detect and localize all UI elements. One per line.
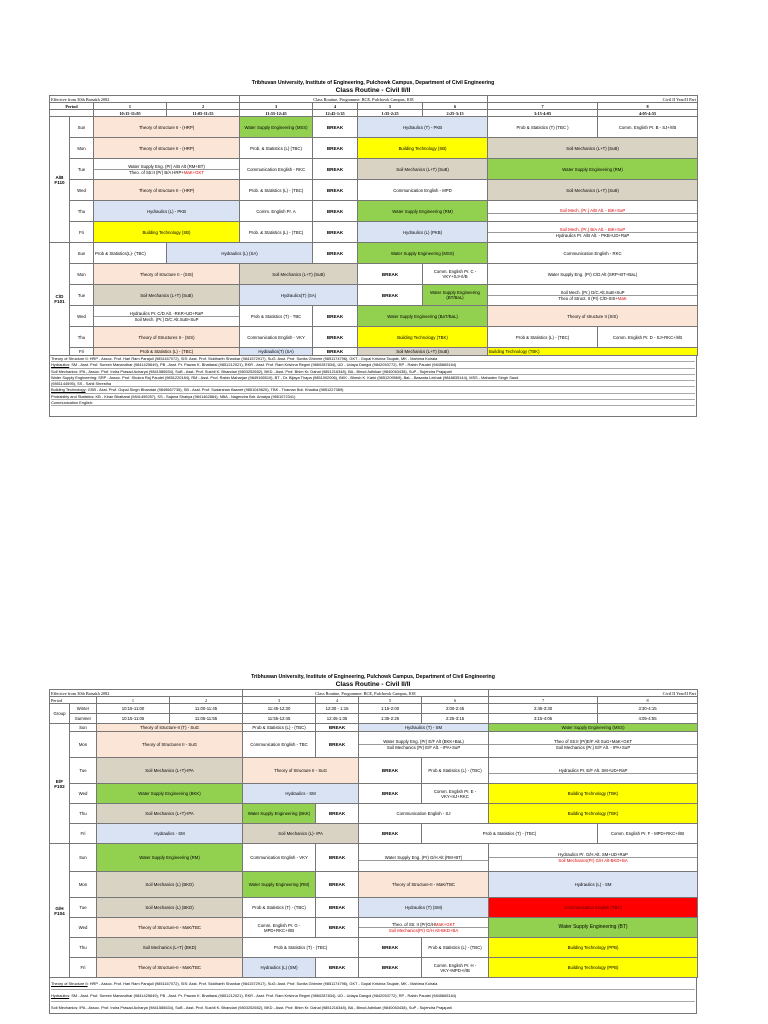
class-cell: Communication English - RKC bbox=[488, 243, 698, 264]
split-cell bbox=[488, 285, 698, 306]
class-cell: Prob & Statistics (T) - (TBC) bbox=[243, 898, 316, 918]
period-num: 4 bbox=[316, 697, 359, 704]
break-cell: BREAK bbox=[316, 844, 359, 872]
period-time: 11:05-11:55 bbox=[170, 714, 243, 724]
legend-line: (9851144595), SS - Sahil Shrestha bbox=[51, 381, 695, 387]
day-label: Tue bbox=[70, 898, 97, 918]
legend-line: Theory of Structure II: HRP - Assoc. Prof. Hari Ram Parajuli (9851167072), SIS: Asst. Prof. Siddharth Shankar (9841572917), SuG: Asst. Prof. Sunita Ghimire (9851174796), GKT - Gopal Krishna Taujale, MK - Mahima Koirala bbox=[51, 356, 695, 362]
day-label: Thu bbox=[70, 201, 94, 222]
class-cell: Hydraulics (L) - PKB bbox=[94, 201, 240, 222]
period-num: 5 bbox=[359, 697, 422, 704]
empty-cell bbox=[488, 213, 697, 214]
period-time: 12:30 - 1:15 bbox=[316, 704, 359, 714]
routine-2-title: Class Routine - Civil II/II bbox=[335, 681, 411, 688]
class-cell: Water Supply Engineering (MSS) bbox=[489, 724, 698, 732]
class-cell: Building Technology (TBK) bbox=[489, 784, 698, 804]
year-part-label: Civil II Year/II Part bbox=[488, 96, 698, 103]
period-time: 4:05-4:55 bbox=[598, 714, 698, 724]
legend-line: Soil Mechanics: IPA - Assoc. Prof. Indra Prasad Acharya (9841585634), SuB - Asst. Prof. Sushil K. Bhandari (9803252652), BKD - Asst. Prof. Bhim Kr. Dahal (9851216348), BA - Binod Adhikari (9840063438), SuP - Sujendra Prajapati bbox=[51, 369, 695, 375]
class-cell: Theory of structure II - (SIS) bbox=[94, 264, 240, 285]
period-time: 1:35-2:25 bbox=[358, 110, 423, 117]
break-cell: BREAK bbox=[313, 180, 358, 201]
class-cell: Water Supply Engineering (BKK) bbox=[243, 804, 316, 824]
class-cell: Prob & Statistics (T) (TBC ) bbox=[488, 117, 598, 138]
period-time: 1:15-2:00 bbox=[359, 704, 422, 714]
split-cell bbox=[489, 758, 698, 784]
day-label: Tue bbox=[70, 285, 94, 306]
class-cell: Soil Mechanics (L)- IPA bbox=[243, 824, 359, 844]
class-cell: Prob & Statistics (T) - (TBC) bbox=[422, 824, 598, 844]
split-cell bbox=[94, 159, 240, 180]
period-num: 2 bbox=[170, 697, 243, 704]
routine-2-table bbox=[49, 689, 698, 978]
legend-line: Hydraulics: SM - Asst. Prof. Suresh Manandhar (9841425649), PB - Asst. Pr. Pawan K. Bhattarai (9851212021), RKR - Asst. Prof. Ram Krishna Regmi (9860287834), UD - Udaya Dangol (9842053772), RP - Rabin Paudel (9845865164) bbox=[51, 362, 695, 368]
class-cell: Soil Mechanics (Pr.) E/F Alt. - IPA+SuP bbox=[489, 744, 697, 750]
class-cell: Water Supply Engineering (RM) bbox=[243, 872, 316, 898]
class-cell: Hydraulics (L) (SA) bbox=[167, 243, 313, 264]
period-time: 11:05-11:55 bbox=[167, 110, 240, 117]
legend-line: Theory of Structure II: HRP - Assoc. Prof. Hari Ram Parajuli (9851167072), SIS: Asst. Prof. Siddharth Shankar (9841572917), SuG: Asst. Prof. Sunita Ghimire (9851174796), GKT - Gopal Krishna Taujale, MK - Mahima Koirala bbox=[51, 978, 695, 990]
empty-cell bbox=[359, 860, 488, 861]
class-cell: Water Supply Engineering (BKK) bbox=[97, 784, 243, 804]
routine-1-heading: Tribhuvan University, Institute of Engineering, Pulchowk Campus, Department of Civil Engineering bbox=[251, 80, 495, 86]
class-cell: Prob & Statistics(L)- (TBC) bbox=[94, 243, 167, 264]
day-label: Thu bbox=[70, 327, 94, 348]
period-time: 3:15-4:05 bbox=[489, 714, 598, 724]
period-time: 4:05-4:55 bbox=[598, 110, 698, 117]
class-cell: Prob & Statistics (L) - (TBC) bbox=[488, 327, 598, 348]
group-label-cd: C/D F101 bbox=[50, 243, 70, 356]
break-cell: BREAK bbox=[359, 758, 422, 784]
class-cell: Theory of Structure-II - MaK/TBC bbox=[97, 958, 243, 978]
class-cell: Hydraulics Pr. G/H Alt. SM+UD+RaP bbox=[558, 852, 628, 857]
period-time: 3:30-4:15 bbox=[598, 704, 698, 714]
empty-cell bbox=[50, 110, 94, 117]
day-label: Sun bbox=[70, 724, 97, 732]
day-label: Sun bbox=[70, 117, 94, 138]
day-label: Wed bbox=[70, 306, 94, 327]
period-num: 5 bbox=[358, 103, 423, 110]
break-cell: BREAK bbox=[316, 918, 359, 938]
break-cell: BREAK bbox=[316, 732, 359, 758]
day-label: Sun bbox=[70, 243, 94, 264]
class-cell: Soil Mechanics (L+T) (SuB) bbox=[488, 138, 698, 159]
class-cell: Soil Mechanics (L+T)-IPA bbox=[97, 804, 243, 824]
class-cell: Communication English - MPD bbox=[358, 180, 488, 201]
class-cell: Building Technology (TBK) bbox=[489, 804, 698, 824]
class-cell: Soil Mechanics (L+T) (SuB) bbox=[488, 180, 698, 201]
period-time: 1:35-2:25 bbox=[359, 714, 422, 724]
day-label: Sun bbox=[70, 844, 97, 872]
period-label: Period bbox=[50, 697, 97, 704]
class-cell: Prob. & Statistics (L) - (TBC) bbox=[240, 222, 313, 243]
teacher-legend bbox=[49, 978, 697, 1014]
class-cell: Water Supply Engineering (MSS) bbox=[240, 117, 313, 138]
day-label: Fri bbox=[70, 824, 97, 844]
class-cell: Soil Mech. (Pr.) B/A Alt. - BiK+SuP bbox=[559, 226, 626, 232]
split-cell bbox=[359, 732, 489, 758]
class-cell: Water Supply Engineering (RM) bbox=[358, 201, 488, 222]
class-cell: Communication English - RKC bbox=[240, 159, 313, 180]
class-cell: Water Supply Eng. (Pr) C/D Alt (SRP+BT+BaL) bbox=[488, 264, 698, 285]
break-cell: BREAK bbox=[313, 306, 358, 327]
year-part-label: Civil II Year/II Part bbox=[489, 690, 698, 697]
class-cell: Prob & Statistics (T) - TBC bbox=[240, 306, 313, 327]
legend-line: Building Technology: GSB - Asst. Prof. Gopal Singh Bhandari (9849667735), SB - Asst. Prof. Sudarshan Basnet (9851049620), TBK - Thaman Bdr. Khadka (9851227389) bbox=[51, 387, 695, 393]
class-cell: Hydraulics Pr. C/D Alt. -RKR+UD+RaP bbox=[129, 310, 204, 316]
class-cell: Water Supply Engineering (BT/BaL) bbox=[423, 285, 488, 306]
routine-1-title: Class Routine - Civil II/II bbox=[335, 87, 411, 94]
routine-2-heading: Tribhuwan University, Institute of Engineering, Pulchowk Campus, Department of Civil Engineering bbox=[251, 674, 495, 680]
period-time: 11:55-12:45 bbox=[243, 714, 316, 724]
class-cell: Soil Mechanics (L+T) (SuB) bbox=[358, 159, 488, 180]
period-time: 12:45-1:35 bbox=[316, 714, 359, 724]
break-cell: BREAK bbox=[316, 958, 359, 978]
class-cell: Theory of Structures II - (SIS) bbox=[94, 327, 240, 348]
class-cell: Communication English - VKY bbox=[240, 327, 313, 348]
break-cell: BREAK bbox=[316, 724, 359, 732]
period-time: 11:55-12:45 bbox=[240, 110, 313, 117]
class-cell: Soil Mechanics (L+T)-IPA bbox=[97, 758, 243, 784]
group-label-gh: G/H F104 bbox=[50, 844, 70, 978]
class-cell: Theory of structure II - (HRP) bbox=[94, 180, 240, 201]
class-cell: Soil Mech. (Pr.) D/C Alt.SuB+SuP bbox=[560, 289, 625, 295]
class-cell: Soil Mechanics (L+T) (SuB) bbox=[94, 285, 240, 306]
class-cell: Theory of Structure-II - MaK/TBC bbox=[359, 872, 489, 898]
routine-sheet-1 bbox=[49, 80, 697, 417]
class-cell: Hydraulics Pr. E/F Alt. SM+UD+RaP bbox=[558, 767, 628, 773]
class-cell: Building Technology (SB) bbox=[358, 138, 488, 159]
class-cell: Soil Mechanics (L+T) (BKD) bbox=[97, 938, 243, 958]
class-cell: Hydraulics (L) (SM) bbox=[243, 958, 316, 978]
split-cell bbox=[489, 732, 698, 758]
break-cell: BREAK bbox=[359, 824, 422, 844]
class-cell: Communication English - SJ bbox=[359, 804, 489, 824]
day-label: Fri bbox=[70, 222, 94, 243]
class-cell: Comm. English Pr. G - MPD+RKC+I/IB bbox=[243, 918, 316, 938]
day-label: Wed bbox=[70, 784, 97, 804]
break-cell: BREAK bbox=[313, 159, 358, 180]
class-cell: Building Technology (SB) bbox=[94, 222, 240, 243]
class-cell: Communication English - TBC bbox=[243, 732, 316, 758]
break-cell: BREAK bbox=[358, 264, 423, 285]
split-cell bbox=[488, 222, 698, 243]
break-cell: BREAK bbox=[313, 243, 358, 264]
routine-1-table bbox=[49, 95, 698, 356]
day-label: Tue bbox=[70, 758, 97, 784]
break-cell: BREAK bbox=[313, 138, 358, 159]
class-cell: Soil Mechanics(Pr) G/H Alt-BKD+BA bbox=[489, 857, 697, 863]
day-label: Mon bbox=[70, 872, 97, 898]
split-cell bbox=[94, 306, 240, 327]
period-time: 11:00-11:45 bbox=[170, 704, 243, 714]
class-cell: Hydraulics (T) - SM bbox=[359, 724, 489, 732]
class-cell: Theory of structure-II (T) - SuG bbox=[97, 724, 243, 732]
legend-line: Probability and Statistics: KB - Kiran Bhattarai (9841499257), SS - Sajana Shakya (9841462884), NBA - Nagendra Bdr. Amatya (9851072341) bbox=[51, 394, 695, 400]
period-time: 2:25-3:15 bbox=[423, 110, 488, 117]
class-cell: Prob & Statistics (L) - (TBC) bbox=[94, 348, 240, 356]
class-cell: Prob & Statistics (T) - (TBC) bbox=[243, 938, 359, 958]
class-cell: Building Technology (PPB) bbox=[489, 958, 698, 978]
class-cell: Soil Mechanics (L) (BKD) bbox=[97, 898, 243, 918]
class-cell: Theo of Struct. II (Pr) C/D-SIS+ MaK bbox=[488, 295, 697, 301]
break-cell: BREAK bbox=[313, 117, 358, 138]
class-cell: Hydraulics(T) (SA) bbox=[240, 285, 358, 306]
group-label-ef: E/F F102 bbox=[50, 724, 70, 844]
programme-label: Class Routine, Programme: BCE, Pulchowk Campus, IOE bbox=[240, 96, 488, 103]
period-time: 2:45-3:30 bbox=[489, 704, 598, 714]
class-cell: Hydraulics (L) - SM bbox=[489, 872, 698, 898]
class-cell: Comm. English Pr. D - SJ+RKC+/I/B bbox=[598, 327, 698, 348]
class-cell: Water Supply Engineering (BaT/BaL) bbox=[358, 306, 488, 327]
effective-date: Effective from 30th Baisakh 2082 bbox=[50, 690, 243, 697]
day-label: Thu bbox=[70, 804, 97, 824]
class-cell: Soil Mechanics (L+T) (SuB) bbox=[240, 264, 358, 285]
class-cell: Prob & Statistics (L) - (TBC) bbox=[422, 758, 489, 784]
day-label: Thu bbox=[70, 938, 97, 958]
class-cell: Hydraulics (L) (PKB) bbox=[358, 222, 488, 243]
class-cell: Communication English - VKY bbox=[243, 844, 316, 872]
period-num: 6 bbox=[423, 103, 488, 110]
split-cell bbox=[359, 844, 489, 872]
class-cell: Soil Mech. (Pr.) D/C Alt.SuB+SuP bbox=[94, 316, 239, 322]
class-cell: Soil Mechanics (Pr) E/F Alt. - IPA+SuP bbox=[359, 744, 488, 750]
class-cell: Theory of structure II - (HRP) bbox=[94, 138, 240, 159]
class-cell: Building Technology (TBK) bbox=[488, 348, 698, 356]
season-label: Summer bbox=[70, 714, 97, 724]
class-cell: Comm. English Pr. C - VKY+SJ+/I/B bbox=[423, 264, 488, 285]
class-cell: Water Supply Eng. (Pr) A/B Alt (RM+BT) bbox=[128, 163, 205, 169]
legend-line: Water Supply Engineering: SRP - Assoc. Prof. Shukra Raj Paudel (9851220184), RM - Asst. Prof. Rabin Maharjan (9849165510), BT - Dr. Bijaya Thapa (9851002006), BKK - Bhesh K. Karki (9851209569), BaL - Basanta Lekhak (9848835144), MSS - Mahadev Singh Saud bbox=[51, 375, 695, 381]
class-cell: Hydraulics - SM bbox=[97, 824, 243, 844]
empty-cell bbox=[489, 773, 697, 774]
period-time: 10:15-11:00 bbox=[97, 704, 170, 714]
class-cell: Hydraulics (T) - PKB bbox=[358, 117, 488, 138]
class-cell: Prob. & Statistics (L) (TBC) bbox=[240, 138, 313, 159]
group-label-ab: A/B F110 bbox=[50, 117, 70, 243]
period-num: 1 bbox=[97, 697, 170, 704]
period-num: 7 bbox=[488, 103, 598, 110]
period-time: 12:45-1:35 bbox=[313, 110, 358, 117]
class-cell: Hydraulics Pr. A/B Alt. - PKB+UD+RaP bbox=[488, 232, 697, 238]
routine-sheet-2 bbox=[49, 674, 697, 1014]
period-num: 8 bbox=[598, 697, 698, 704]
class-cell: Theo. of Str.II (Pr) B/A HRP+ MaK+GKT bbox=[94, 169, 239, 175]
class-cell: Communication English (TBC) bbox=[489, 898, 698, 918]
period-num: 1 bbox=[94, 103, 167, 110]
effective-date: Effective from 30th Baisakh 2082 bbox=[50, 96, 240, 103]
class-cell: Prob & Statistics (L) - (TBC) bbox=[422, 938, 489, 958]
class-cell: Comm. English Pr. B - SJ+/I/B bbox=[598, 117, 698, 138]
class-cell: Hydraulics (T) (SM) bbox=[359, 898, 489, 918]
day-label: Tue bbox=[70, 159, 94, 180]
break-cell: BREAK bbox=[313, 327, 358, 348]
class-cell: Comm. English Pr. H - VKY+MPD+I/IB bbox=[422, 958, 489, 978]
legend-line: Hydraulics: SM - Asst. Prof. Suresh Manandhar (9841425649), PB - Asst. Pr. Pawan K. Bhattarai (9851212021), RKR - Asst. Prof. Ram Krishna Regmi (9860287834), UD - Udaya Dangol (9842053772), RP - Rabin Paudel (9845865164) bbox=[51, 990, 695, 1002]
class-cell: Theory of Structure-II - MaK/TBC bbox=[97, 918, 243, 938]
class-cell: Prob & Statistics (L) - (TBC) bbox=[243, 724, 316, 732]
day-label: Mon bbox=[70, 138, 94, 159]
class-cell: Building Technology (PPB) bbox=[489, 938, 698, 958]
day-label: Wed bbox=[70, 918, 97, 938]
day-label: Mon bbox=[70, 732, 97, 758]
group-header: Group bbox=[50, 704, 70, 724]
class-cell: Building Technology (TBK) bbox=[358, 327, 488, 348]
break-cell: BREAK bbox=[313, 201, 358, 222]
break-cell: BREAK bbox=[313, 222, 358, 243]
legend-line: Communication English: bbox=[51, 400, 695, 406]
period-num: 4 bbox=[313, 103, 358, 110]
class-cell: Water Supply Engineering (MSS) bbox=[358, 243, 488, 264]
class-cell: Theory of structure II - (HRP) bbox=[94, 117, 240, 138]
period-time: 11:45-12:30 bbox=[243, 704, 316, 714]
break-cell: BREAK bbox=[358, 285, 423, 306]
period-label: Period bbox=[50, 103, 94, 110]
period-num: 2 bbox=[167, 103, 240, 110]
break-cell: BREAK bbox=[313, 348, 358, 356]
class-cell: Theo. of Str. II (Pr)G/H MaK+GKT bbox=[391, 922, 456, 927]
class-cell: Water Supply Engineering (RM) bbox=[488, 159, 698, 180]
class-cell: Comm. English Pr. E - VKY+SJ+RKC bbox=[422, 784, 489, 804]
break-cell: BREAK bbox=[316, 804, 359, 824]
period-time: 10:15-11:05 bbox=[97, 714, 170, 724]
class-cell: Soil Mechanics (L) (BKD) bbox=[97, 872, 243, 898]
day-label: Fri bbox=[70, 958, 97, 978]
class-cell: Theory of Structures II - SuG bbox=[97, 732, 243, 758]
period-num: 3 bbox=[240, 103, 313, 110]
class-cell: Water Supply Eng. (Pr) G/H Alt (RM+BT) bbox=[384, 854, 463, 860]
split-cell bbox=[488, 201, 698, 222]
teacher-legend bbox=[49, 356, 697, 417]
class-cell: Theo of Str.II (Pr)E/F Alt SuG+MaK+GKT bbox=[553, 739, 633, 744]
class-cell: Comm. English Pr. A bbox=[240, 201, 313, 222]
class-cell: Water Supply Engineering (BT) bbox=[489, 918, 698, 938]
legend-line bbox=[51, 406, 695, 416]
class-cell: Theory of Structure II - SuG bbox=[243, 758, 359, 784]
split-cell bbox=[359, 918, 489, 938]
period-num: 6 bbox=[422, 697, 489, 704]
class-cell: Prob. & Statistics (L) - (TBC) bbox=[240, 180, 313, 201]
split-cell bbox=[489, 844, 698, 872]
programme-label: Class Routine, Programme: BCE, Pulchowk Campus, IOE bbox=[243, 690, 489, 697]
break-cell: BREAK bbox=[316, 898, 359, 918]
period-num: 8 bbox=[598, 103, 698, 110]
period-time: 3:15-4:05 bbox=[488, 110, 598, 117]
day-label: Wed bbox=[70, 180, 94, 201]
period-num: 3 bbox=[243, 697, 316, 704]
class-cell: Comm. English Pr. F - MPD+RKC+I/IB bbox=[598, 824, 698, 844]
class-cell: Soil Mech. (Pr.) A/B Alt. - BiK+SuP bbox=[559, 208, 626, 213]
break-cell: BREAK bbox=[316, 872, 359, 898]
period-time: 2:25-3:15 bbox=[422, 714, 489, 724]
break-cell: BREAK bbox=[359, 784, 422, 804]
class-cell: Soil Mechanics (L+T) (SuB) bbox=[358, 348, 488, 356]
class-cell: Soil Mechanics(Pr) G/H Alt-BKD+BA bbox=[359, 927, 488, 933]
class-cell: Water Supply Eng. (Pr) E/F Alt (BKK+BaL) bbox=[383, 739, 464, 744]
season-label: Winter bbox=[70, 704, 97, 714]
class-cell: Water Supply Engineering (RM) bbox=[97, 844, 243, 872]
legend-line: Soil Mechanics: IPA - Assoc. Prof. Indra Prasad Acharya (9841585634), SuB - Asst. Prof. Sushil K. Bhandari (9803252652), BKD - Asst. Prof. Bhim Kr. Dahal (9851216348), BA - Binod Adhikari (9840063438), SuP - Sujendra Prajapati bbox=[51, 1005, 452, 1010]
break-cell: BREAK bbox=[359, 958, 422, 978]
period-num: 7 bbox=[489, 697, 598, 704]
period-time: 2:00-2:45 bbox=[422, 704, 489, 714]
class-cell: Theory of structure II (SIS) bbox=[488, 306, 698, 327]
period-time: 10:15-11:05 bbox=[94, 110, 167, 117]
class-cell: Hydraulics - SM bbox=[243, 784, 359, 804]
class-cell: Hydraulics(T) (SA) bbox=[240, 348, 313, 356]
day-label: Mon bbox=[70, 264, 94, 285]
day-label: Fri bbox=[70, 348, 94, 356]
break-cell: BREAK bbox=[359, 938, 422, 958]
